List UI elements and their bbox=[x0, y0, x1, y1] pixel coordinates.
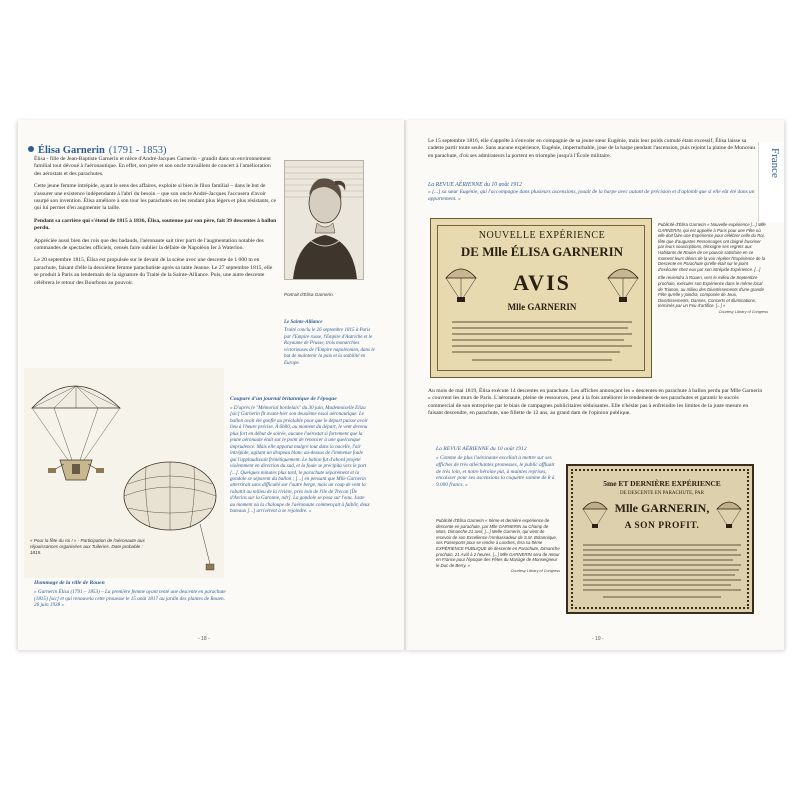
quote-2-source: La REVUE AÉRIENNE du 10 août 1912 bbox=[436, 446, 527, 452]
poster-2-small-print bbox=[583, 541, 741, 605]
press-clipping bbox=[230, 396, 370, 515]
book-gutter bbox=[404, 120, 408, 650]
heading-bullet-icon bbox=[28, 146, 34, 152]
poster-2-border bbox=[571, 469, 749, 609]
portrait-image bbox=[284, 160, 364, 280]
poster-avis-credit: Courtesy Library of Congress bbox=[718, 309, 768, 314]
paragraph-5: Le 20 septembre 1815, Élisa est propulsée sur le devant de la scène avec une descente de 1 000 m en parachute, faisant d'elle la deuxième femme parachutiste après sa tante Jeanne. Le 27 septembre 1815, elle se produit à Paris au lendemain de la signature du Traité de la Sainte-Alliance. Puis, une autre descente célébrera le retour des Bourbons au pouvoir. bbox=[34, 257, 273, 286]
quote-1-source: La REVUE AÉRIENNE du 10 août 1912 bbox=[428, 182, 522, 188]
right-intro-text: Le 15 septembre 1816, elle s'apprête à s'envoler en compagnie de sa jeune sœur Eugénie, mais leur poids cumulé étant excessif, Élisa laisse sa cadette partir toute seule. Sans aucune expérience, Eugénie, imperturbable, joue de la harpe pendant l'ascension, puis rejoint la plaine de Monceau en parachute, d'où ses admirateurs la portent en triomphe jusqu'à l'École militaire. bbox=[428, 138, 756, 159]
sidebar-note-title: Le Sainte-Alliance bbox=[284, 320, 323, 325]
paragraph-3: Pendant sa carrière qui s'étend de 1815 à 1836, Élisa, soutenue par son père, fait 39 descentes à ballon perdu. bbox=[34, 217, 277, 232]
page-number-right: - 19 - bbox=[592, 636, 604, 642]
poster-avis-line2: DE Mlle ÉLISA GARNERIN bbox=[460, 244, 624, 259]
chapter-tab-label: France bbox=[769, 148, 781, 178]
homage-text: « Garnerin Élisa (1791 – 1853) – La première femme ayant tenté une descente en parachute (1815) [sic] et qui renouvela cette prouesse le 15 août 1817 au jardin des plantes de Rouen. 26 juin 1938 » bbox=[34, 589, 226, 609]
left-page bbox=[18, 120, 406, 650]
intro-column bbox=[34, 156, 278, 287]
poster-2-caption-text: Publicité d'Élisa Garnerin « 5ème et dernière expérience de descente en parachute, par Mlle GARNERIN au Champ de Mars, Dimanche 21 avril, [...] Melle Garnerin, qui vient de recevoir de son Excellence l'Ambassadeur de S.M. Britannique, ses Passeports pour se rendre à Londres, fera sa 5ème EXPÉRIENCE PUBLIQUE de descente en Parachute, Dimanche prochain, 21 Avril à 2 heures. [...] Mlle GARNERIN sera de retour en France pour l'époque des Fêtes du Mariage de Monseigneur le Duc de Berry. » bbox=[436, 518, 560, 568]
poster-2-caption bbox=[436, 518, 560, 573]
sidebar-note bbox=[284, 310, 376, 368]
quote-1 bbox=[428, 182, 758, 203]
paragraph-1: Élisa - fille de Jean-Baptiste Garnerin et nièce d'André-Jacques Garnerin - grandit dans un environnement familial tout dévoué à l'aéronautique. En effet, son père et son oncle travaillent de concert à l'amélioration des aérostats et des parachutes. bbox=[34, 156, 271, 177]
poster-2-line3: Mlle GARNERIN, bbox=[614, 501, 710, 515]
poster-2-credit: Courtesy Library of Congress bbox=[510, 569, 560, 574]
heading-dates: (1791 - 1853) bbox=[108, 145, 167, 156]
poster-avis bbox=[430, 218, 652, 378]
press-title: Coupure d'un journal britannique de l'époque bbox=[230, 396, 337, 402]
right-intro bbox=[428, 138, 758, 160]
paragraph-2: Cette jeune femme intrépide, ayant le sens des affaires, exploite si bien le filon familial – dans le but de s'assurer une existence indépendante à l'abri du besoin – que son oncle André-Jacques l'accusera d'avoir usurpé son invention. Élisa améliore à son tour les parachutes en les rendant plus légers et plus résistants, ce qui lui permet d'en augmenter la taille. bbox=[34, 183, 277, 212]
poster-2-text-lines-icon bbox=[583, 541, 741, 605]
quote-2 bbox=[436, 446, 560, 489]
quote-2-text: « Comme de plus l'aéronaute excellait à mettre sur ses affiches de très alléchantes promesses, le public affluait de très loin, et notre héroïne put, à maintes reprises, encaisser pour ses ascensions la coquette somme de 8 à 9.000 francs. » bbox=[436, 455, 555, 489]
poster-2-line4: A SON PROFIT. bbox=[624, 521, 700, 531]
poster-avis-caption-text: Publicité d'Élisa Garnerin « Nouvelle expérience [...] Mlle GARNERIN, qui est appelée à Paris pour une Fête où elle doit faire une Expérience pour célébrer celle du Roi, fête que d'augustes Personnages ont daigné favoriser par leurs souscriptions, témoigne ses regrets aux Habitants de Rouen de ne pouvoir satisfaire en ce moment leurs désirs de la voir répéter l'Expérience de la Descente en Parachute qu'elle était sur le point d'exécuter chez eux par son intrépide Expérience. [...] bbox=[658, 222, 766, 272]
poster-avis-line3: AVIS bbox=[513, 270, 571, 295]
poster-avis-caption-text-2: Elle reviendra à Rouen, vers le milieu de Septembre prochain, exécuter son Expérience dans le même local de Trianon, au milieu des Divertissements d'une grande Fête qu'elle y joindra, composée de Jeux, Divertissements, Danses, Concerts et Illuminations, terminés par un Feu d'artifice. [...] » bbox=[658, 275, 764, 309]
portrait-caption: Portrait d'Élisa Garnerin. bbox=[284, 292, 334, 297]
quote-1-text: « [...] sa sœur Eugénie, qui l'accompagne dans plusieurs ascensions, jouait de la harpe avec autant de précision et d'aplomb que si elle eût été dans un appartement. » bbox=[428, 189, 755, 202]
right-paragraph-2-text: Au mois de mai 1819, Élisa exécute 14 descentes en parachute. Les affiches annonçant les « descentes en parachute à ballon perdu par Mlle Garnerin » couvrent les murs de Paris. L'aéronaute, pleine de ressources, peut à la fois améliorer le rendement de ses parachutes et garantir le succès commercial de son entreprise par le biais de campagnes publicitaires séduisantes. Elle n'hésite pas à enfreindre les limites de la juste mesure en faisant descendre, en parachute, une fillette de 12 ans, au grand dam de l'opinion publique. bbox=[428, 388, 763, 417]
poster-text-lines-icon bbox=[452, 318, 632, 366]
poster-avis-small-print bbox=[452, 318, 632, 366]
poster-avis-frame bbox=[437, 225, 645, 371]
sidebar-note-text: Traité conclu le 26 septembre 1815 à Paris par l'Empire russe, l'Empire d'Autriche et le Royaume de Prusse, trois monarchies victorieuses de l'Empire napoléonien, dans le but de maintenir la paix et la stabilité en Europe. bbox=[284, 328, 375, 366]
right-page bbox=[406, 120, 784, 650]
chapter-tab bbox=[758, 142, 784, 222]
heading-name: Élisa Garnerin bbox=[38, 145, 105, 156]
poster-2 bbox=[566, 464, 754, 614]
press-text: « D'après le "Mémorial bordelais" du 30 juin, Mademoiselle Eliza [sic] Garnerin fit avant-hier son deuxième essai aéronautique. Le ballon avait été gonflé au préalable pour que le départ puisse avoir lieu à l'heure précise. À 6h00, au moment du départ, le vent devenu plus fort en début de soirée, aucune l'aérostat si fortement que la jeune aéronaute était sur le point de renoncer à une quelconque imprudence. Mais elle apparut malgré tout dans la nacelle, l'air intrépide, agitant un drapeau blanc au-dessus de l'immense foule qui l'applaudissait frénétiquement. Le ballon fut d'abord projeté violemment en direction du sud, et la foule se précipita vers le port [...]. Quelques minutes plus tard, le parachute séparément et la gondole se séparent du ballon ; [...] en pensant que Mlle Garnerin atterrirait sans difficulté sur l'autre berge, mais un coup de vent la rabattit au milieu de la rivière, près loin de l'île de Trecon [Île d'Arcins sur la Garonne, ndr]. La gondole se posa sur l'eau. Juste au moment où la chaloupe de l'aéronaute commençait à faiblir, deux bateaux [...] arrivèrent à se rejoindre. » bbox=[230, 405, 370, 515]
portrait-engraving-icon bbox=[285, 161, 363, 279]
homage-block bbox=[34, 580, 228, 609]
paragraph-4: Appréciée aussi bien des rois que des badauds, l'aéronaute sait tirer parti de l'augmentation notable des commandes de spectacles officiels, censés faire oublier la défaite de Napoléon Ier à Waterloo. bbox=[34, 237, 264, 252]
right-paragraph-2 bbox=[428, 388, 764, 418]
poster-2-line1: 5me ET DERNIÈRE EXPÉRIENCE bbox=[603, 479, 721, 488]
homage-title: Hommage de la ville de Rouen bbox=[34, 580, 105, 586]
poster-avis-line1: NOUVELLE EXPÉRIENCE bbox=[478, 230, 606, 241]
illustration-caption: « Pour la fête du roi ! » - Participation de l'aéronaute aux réjouissances organisées aux Tuileries. Date probable : 1815. bbox=[30, 538, 145, 556]
poster-2-line2: DE DESCENTE EN PARACHUTE, PAR bbox=[620, 491, 704, 496]
page-number-left: - 18 - bbox=[198, 636, 210, 642]
poster-avis-line4: Mlle GARNERIN bbox=[507, 302, 577, 312]
poster-avis-caption bbox=[658, 222, 768, 314]
